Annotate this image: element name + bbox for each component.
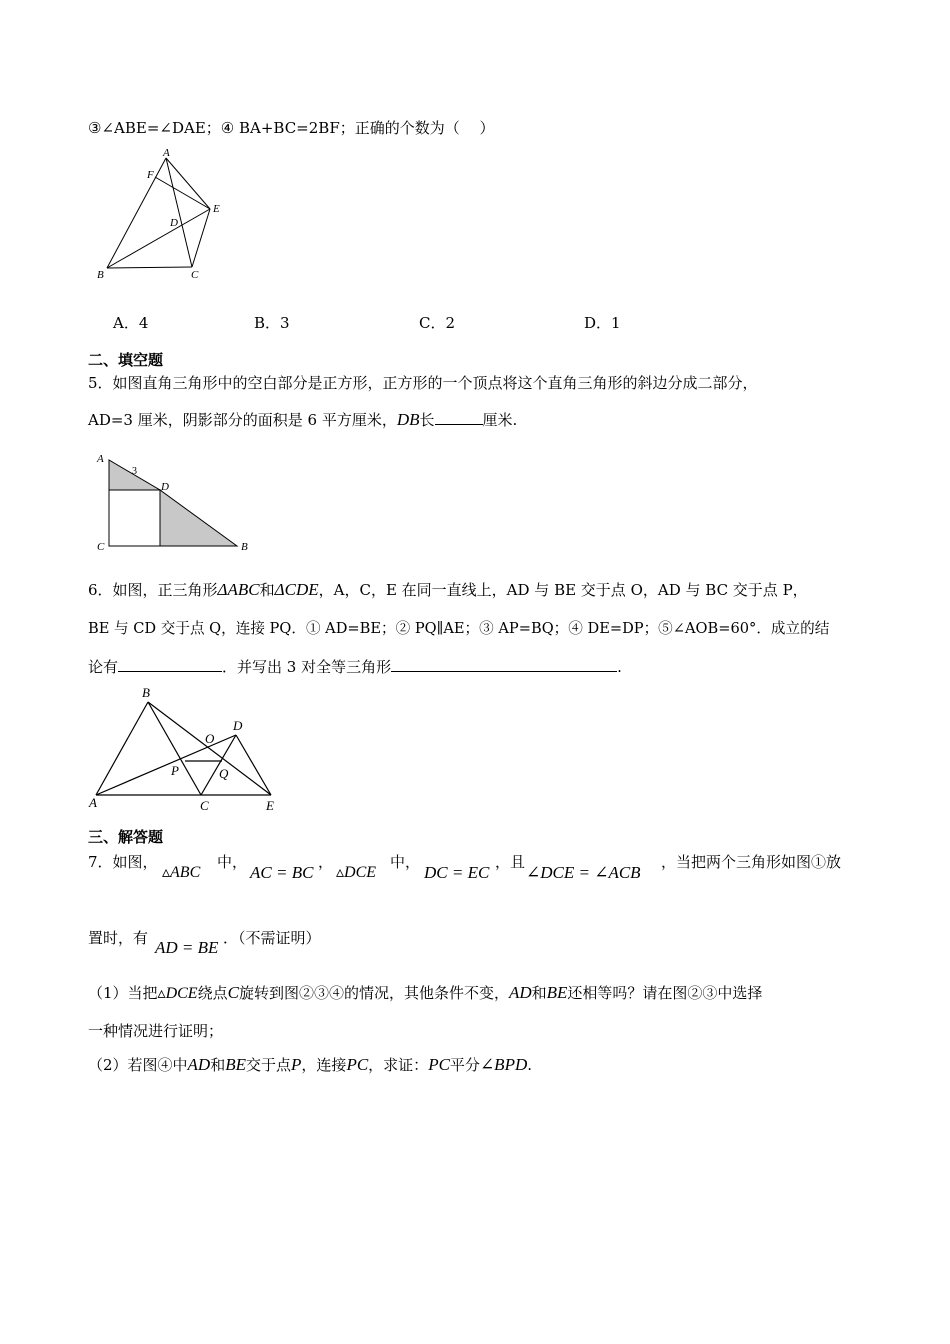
q7-sub2-k: 平分 [449,1056,480,1074]
q6-label-o: O [205,731,215,746]
q7-sub1-point-c: C [227,983,239,1002]
q6-label-p: P [171,763,179,778]
q7-text-intro: 7．如图， [88,853,158,871]
q7-sub1-e: 旋转到图②③④的情况，其他条件不变， [238,984,509,1002]
q6-text-end: . [617,658,622,676]
q4-option-d: D．1 [584,314,621,332]
q6-conclusion-blank[interactable] [118,657,222,672]
q6-math-abc: ΔABC [217,580,260,599]
q6-label-d: D [233,718,243,733]
q6-label-a: A [89,795,97,810]
q7-sub2-i: ，求证： [368,1056,429,1074]
section-3-title: 三、解答题 [88,828,164,846]
q7-sub1-c: 绕点 [197,984,228,1002]
q7-sub2-ad: AD [187,1055,211,1074]
q7-math-abc: ▵ABC [162,864,201,881]
q4-option-a: A．4 [113,314,149,332]
q5-label-a: A [97,453,104,465]
q6-math-cde: ΔCDE [274,580,319,599]
q4-stem-tail: ③∠ABE=∠DAE；④ BA+BC=2BF；正确的个数为（ ） [88,119,495,137]
q7-sub2-p: P [291,1055,302,1074]
q6-congruent-blank[interactable] [391,657,617,672]
q7-math-ad-be: AD = BE [155,938,219,957]
q5-label-c: C [97,541,105,553]
q7-sub1-line1 [88,983,762,1004]
q6-figure [88,686,288,816]
q5-math-db: DB [396,410,420,429]
q7-sub2-g: ，连接 [301,1056,347,1074]
q7-text-tail: ，当把两个三角形如图①放 [661,853,842,871]
q7-text-zhong1: 中， [217,853,248,871]
q5-figure [95,450,255,555]
q6-text-congruent: ．并写出 3 对全等三角形 [222,658,392,676]
q4-label-b: B [97,269,104,281]
q7-text-noproof: ．（不需证明） [223,929,321,947]
q5-answer-blank[interactable] [435,410,483,425]
q4-figure [95,148,235,283]
q7-sub2-line [88,1055,532,1075]
q6-label-e: E [266,798,274,813]
q4-label-a: A [163,147,170,159]
section-2-title: 二、填空题 [88,351,164,369]
q7-math-dce: ▵DCE [336,864,377,881]
q7-text-zhong2: 中， [390,853,421,871]
q6-line1 [88,580,808,600]
q7-sub2-a: （2）若图④中 [88,1056,188,1074]
q5-label-d: D [161,481,169,493]
q4-label-d: D [170,217,178,229]
q4-option-b: B．3 [254,314,290,332]
q6-line3 [88,657,622,677]
q7-sub1-ad: AD [508,983,532,1002]
q7-sub2-pc1: PC [346,1055,369,1074]
q6-text-2: ，A，C，E 在同一直线上，AD 与 BE 交于点 O，AD 与 BC 交于点 P， [318,581,808,599]
q5-label-3: 3 [132,466,137,477]
q5-label-b: B [241,541,248,553]
q7-math-angle: ∠DCE = ∠ACB [526,863,641,882]
q7-sub1-be: BE [546,983,568,1002]
q7-sub2-be: BE [225,1055,247,1074]
q6-text-conclusion: 论有 [88,658,119,676]
q4-label-f: F [147,169,154,181]
q7-sub1-g: 和 [531,984,547,1002]
q6-label-b: B [142,685,150,700]
q6-text-1: 6．如图，正三角形 [88,581,218,599]
q7-sub1-line2: 一种情况进行证明； [88,1022,224,1040]
q5-text-unit: 厘米. [482,411,518,429]
q7-math-ac-bc: AC = BC [250,863,314,882]
q5-text-length: 长 [419,411,435,429]
q7-sub2-m: . [527,1056,533,1074]
q7-sub1-a: （1）当把 [88,984,158,1002]
q7-math-dc-ec: DC = EC [424,863,490,882]
q4-label-e: E [213,203,220,215]
q7-sub2-e: 交于点 [246,1056,292,1074]
q7-sub2-pc2: PC [428,1055,450,1074]
q6-label-c: C [200,798,209,813]
q5-text-ad: AD=3 厘米，阴影部分的面积是 6 平方厘米， [88,411,397,429]
q7-sub2-c: 和 [210,1056,226,1074]
q7-text-comma1: ， [318,853,334,871]
q5-line1: 5．如图直角三角形中的空白部分是正方形，正方形的一个顶点将这个直角三角形的斜边分成二部分， [88,374,758,392]
q5-line2 [88,410,517,430]
q4-option-c: C．2 [419,314,456,332]
q6-label-q: Q [219,766,229,781]
q7-text-qie: ，且 [495,853,526,871]
q6-text-and: 和 [259,581,275,599]
q4-label-c: C [191,269,199,281]
q6-line2: BE 与 CD 交于点 Q，连接 PQ．① AD=BE；② PQ∥AE；③ AP=BQ；④ DE=DP；⑤∠AOB=60°．成立的结 [88,620,830,637]
q7-text-zhi: 置时，有 [88,929,149,947]
q7-sub1-i: 还相等吗？请在图②③中选择 [567,984,763,1002]
q7-sub1-dce: ▵DCE [157,985,198,1002]
q7-sub2-angle-bpd: ∠BPD [479,1055,528,1074]
